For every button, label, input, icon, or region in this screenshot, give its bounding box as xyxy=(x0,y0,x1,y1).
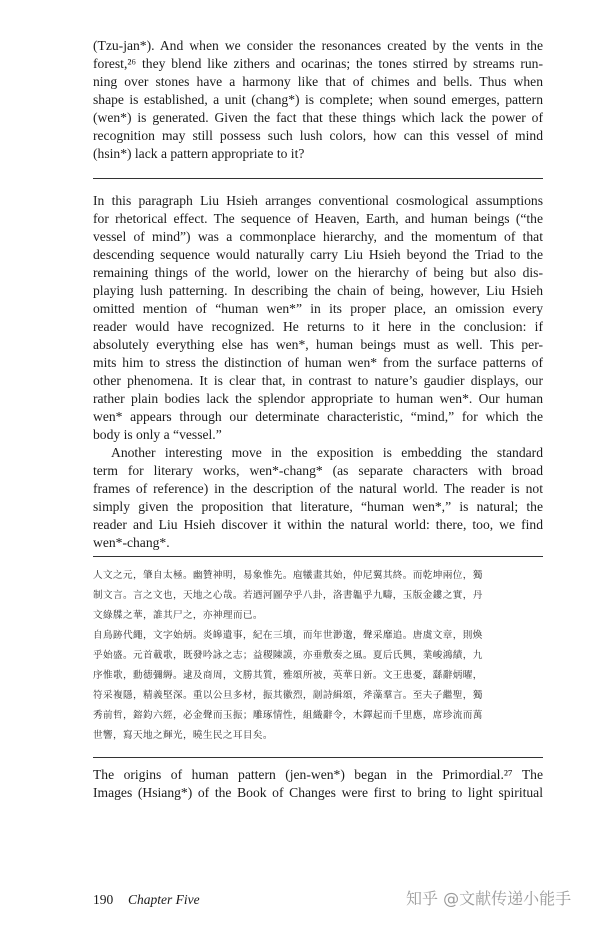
text-line: frames of reference) in the description of the natural world. The reader is not xyxy=(93,481,543,496)
text-line: ning over stones have a harmony like that of chimes and bells. Thus when xyxy=(93,74,543,89)
chinese-line: 符采複隱，精義堅深。重以公旦多材，振其徽烈，剬詩緝頌，斧藻羣言。至夫子繼聖，獨 xyxy=(93,690,483,701)
watermark: 知乎 @文献传递小能手 xyxy=(406,889,572,908)
text-line: simply given the proposition that literature, “human wen*,” is natural; the xyxy=(93,499,543,514)
text-line: omitted mention of “human wen*” in its proper place, an omission every xyxy=(93,301,543,316)
text-line: other phenomena. It is clear that, in contrast to nature’s gaudier displays, our xyxy=(93,373,543,388)
text-line: Images (Hsiang*) of the Book of Changes were first to bring to light spiritual xyxy=(93,785,543,800)
text-line: vessel of mind”) was a commonplace hierarchy, and the momentum of that xyxy=(93,229,543,244)
text-line: In this paragraph Liu Hsieh arranges conventional cosmological assumptions xyxy=(93,193,543,208)
text-line: descending sequence would naturally carry Liu Hsieh beyond the Triad to the xyxy=(93,247,543,262)
chinese-line: 秀前哲，鎔鈞六經，必金聲而玉振；雕琢情性，組織辭令，木鐸起而千里應，席珍流而萬 xyxy=(93,710,483,721)
text-line: body is only a “vessel.” xyxy=(93,427,222,442)
commentary xyxy=(93,192,543,552)
page-number: 190 xyxy=(93,892,114,907)
divider-rule xyxy=(93,178,543,179)
divider-rule xyxy=(93,757,543,758)
text-line: term for literary works, wen*-chang* (as separate characters with broad xyxy=(93,463,543,478)
text-line: wen*-chang*. xyxy=(93,535,170,550)
text-line: (hsin*) lack a pattern appropriate to it? xyxy=(93,146,305,161)
text-line: absolutely everything else has wen*, human beings must as well. This per- xyxy=(93,337,543,352)
text-line: Another interesting move in the exposition is embedding the standard xyxy=(111,445,543,460)
chinese-line: 世響，寫天地之輝光，曉生民之耳目矣。 xyxy=(93,730,273,741)
divider-rule xyxy=(93,556,543,557)
text-line: rather plain bodies lack the splendor appropriate to human wen*. Our human xyxy=(93,391,543,406)
text-line: mits him to stress the distinction of human wen* from the surface patterns of xyxy=(93,355,543,370)
text-line: (Tzu-jan*). And when we consider the resonances created by the vents in the xyxy=(93,38,543,53)
closing-translation xyxy=(93,766,543,802)
chinese-line: 序惟歌，勳德彌縟。逮及商周，文勝其質，雅頌所被，英華日新。文王患憂，繇辭炳曜， xyxy=(93,670,483,681)
text-line: reader would have recognized. He returns to it here in the conclusion: if xyxy=(93,319,543,334)
text-line: forest,²⁶ they blend like zithers and ocarinas; the tones stirred by streams run- xyxy=(93,56,543,71)
text-line: (wen*) is generated. Given the fact that these things which lack the power of xyxy=(93,110,543,125)
translation-quote xyxy=(93,37,543,163)
text-line: reader and Liu Hsieh discover it within the natural world: there, too, we find xyxy=(93,517,543,532)
text-line: playing lush patterning. In describing the chain of being, however, Liu Hsieh xyxy=(93,283,543,298)
text-line: shape is established, a unit (chang*) is complete; when sound emerges, pattern xyxy=(93,92,543,107)
text-line: wen* appears through our determinate characteristic, “mind,” for which the xyxy=(93,409,543,424)
chinese-line: 文綠牒之華，誰其尸之，亦神理而已。 xyxy=(93,610,263,621)
running-footer-chapter: Chapter Five xyxy=(128,892,200,907)
chinese-line: 乎始盛。元首載歌，既發吟詠之志；益稷陳謨，亦垂敷奏之風。夏后氏興，業峻鴻績，九 xyxy=(93,650,483,661)
chinese-line: 人文之元，肇自太極。幽贊神明，易象惟先。庖犧畫其始，仲尼翼其終。而乾坤兩位，獨 xyxy=(93,570,483,581)
chinese-line: 制文言。言之文也，天地之心哉。若迺河圖孕乎八卦，洛書韞乎九疇，玉版金鏤之實，丹 xyxy=(93,590,483,601)
text-line: remaining things of the world, lower on the hierarchy of being but also dis- xyxy=(93,265,543,280)
chinese-line: 自鳥跡代繩，文字始炳。炎皞遺事，紀在三墳，而年世渺邈，聲采靡追。唐虞文章，則煥 xyxy=(93,630,483,641)
text-line: recognition may still possess such lush colors, how can this vessel of mind xyxy=(93,128,543,143)
chinese-original-text xyxy=(93,566,543,746)
text-line: The origins of human pattern (jen-wen*) began in the Primordial.²⁷ The xyxy=(93,767,543,782)
text-line: for rhetorical effect. The sequence of Heaven, Earth, and human beings (“the xyxy=(93,211,543,226)
